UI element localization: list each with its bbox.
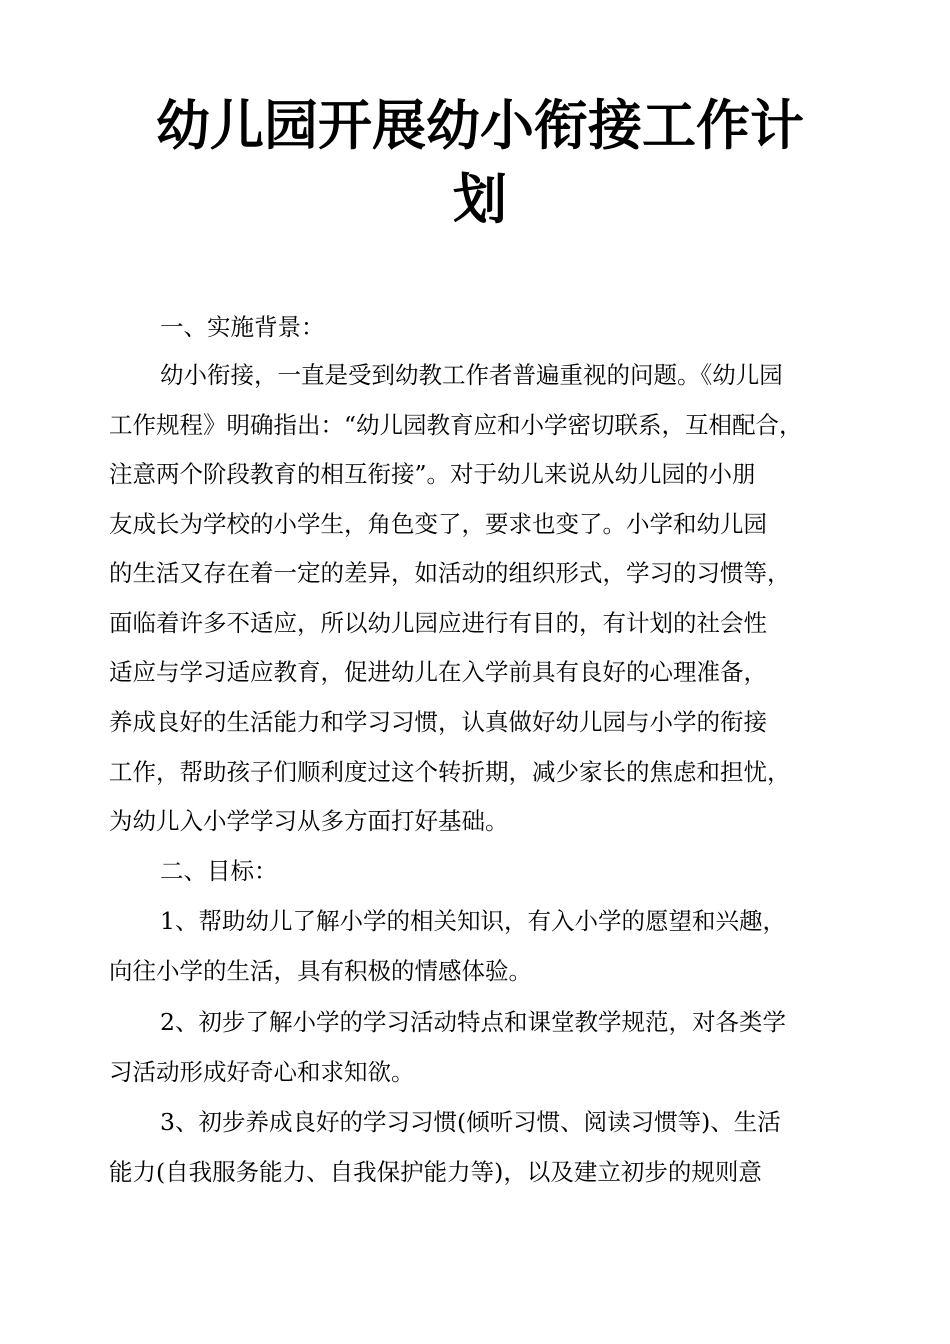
section-heading-goals: 二、目标：	[160, 857, 278, 885]
paragraph-line: 工作规程》明确指出：“幼儿园教育应和小学密切联系，互相配合，	[109, 411, 803, 439]
list-item-line: 2、初步了解小学的学习活动特点和课堂教学规范，对各类学	[160, 1008, 786, 1036]
paragraph-line: 工作，帮助孩子们顺利度过这个转折期，减少家长的焦虑和担忧，	[109, 758, 791, 786]
document-title-line-2: 划	[453, 168, 507, 231]
section-heading-background: 一、实施背景：	[160, 313, 325, 341]
paragraph-line: 为幼儿入小学学习从多方面打好基础。	[109, 807, 509, 835]
paragraph-line: 面临着许多不适应，所以幼儿园应进行有目的，有计划的社会性	[109, 609, 767, 637]
paragraph-line: 幼小衔接，一直是受到幼教工作者普遍重视的问题。《幼儿园	[160, 361, 783, 389]
paragraph-line: 的生活又存在着一定的差异，如活动的组织形式，学习的习惯等，	[109, 559, 791, 587]
paragraph-line: 适应与学习适应教育，促进幼儿在入学前具有良好的心理准备，	[109, 658, 767, 686]
list-item-line: 能力(自我服务能力、自我保护能力等)，以及建立初步的规则意	[109, 1158, 762, 1186]
list-item-line: 向往小学的生活，具有积极的情感体验。	[109, 957, 532, 985]
list-item-line: 习活动形成好奇心和求知欲。	[109, 1058, 415, 1086]
paragraph-line: 友成长为学校的小学生，角色变了，要求也变了。小学和幼儿园	[109, 510, 767, 538]
paragraph-line: 养成良好的生活能力和学习习惯，认真做好幼儿园与小学的衔接	[109, 708, 767, 736]
document-title-line-1: 幼儿园开展幼小衔接工作计	[156, 94, 804, 157]
list-item-line: 1、帮助幼儿了解小学的相关知识，有入小学的愿望和兴趣，	[160, 907, 786, 935]
paragraph-line: 注意两个阶段教育的相互衔接”。对于幼儿来说从幼儿园的小朋	[109, 460, 756, 488]
list-item-line: 3、初步养成良好的学习习惯(倾听习惯、阅读习惯等)、生活	[160, 1108, 781, 1136]
